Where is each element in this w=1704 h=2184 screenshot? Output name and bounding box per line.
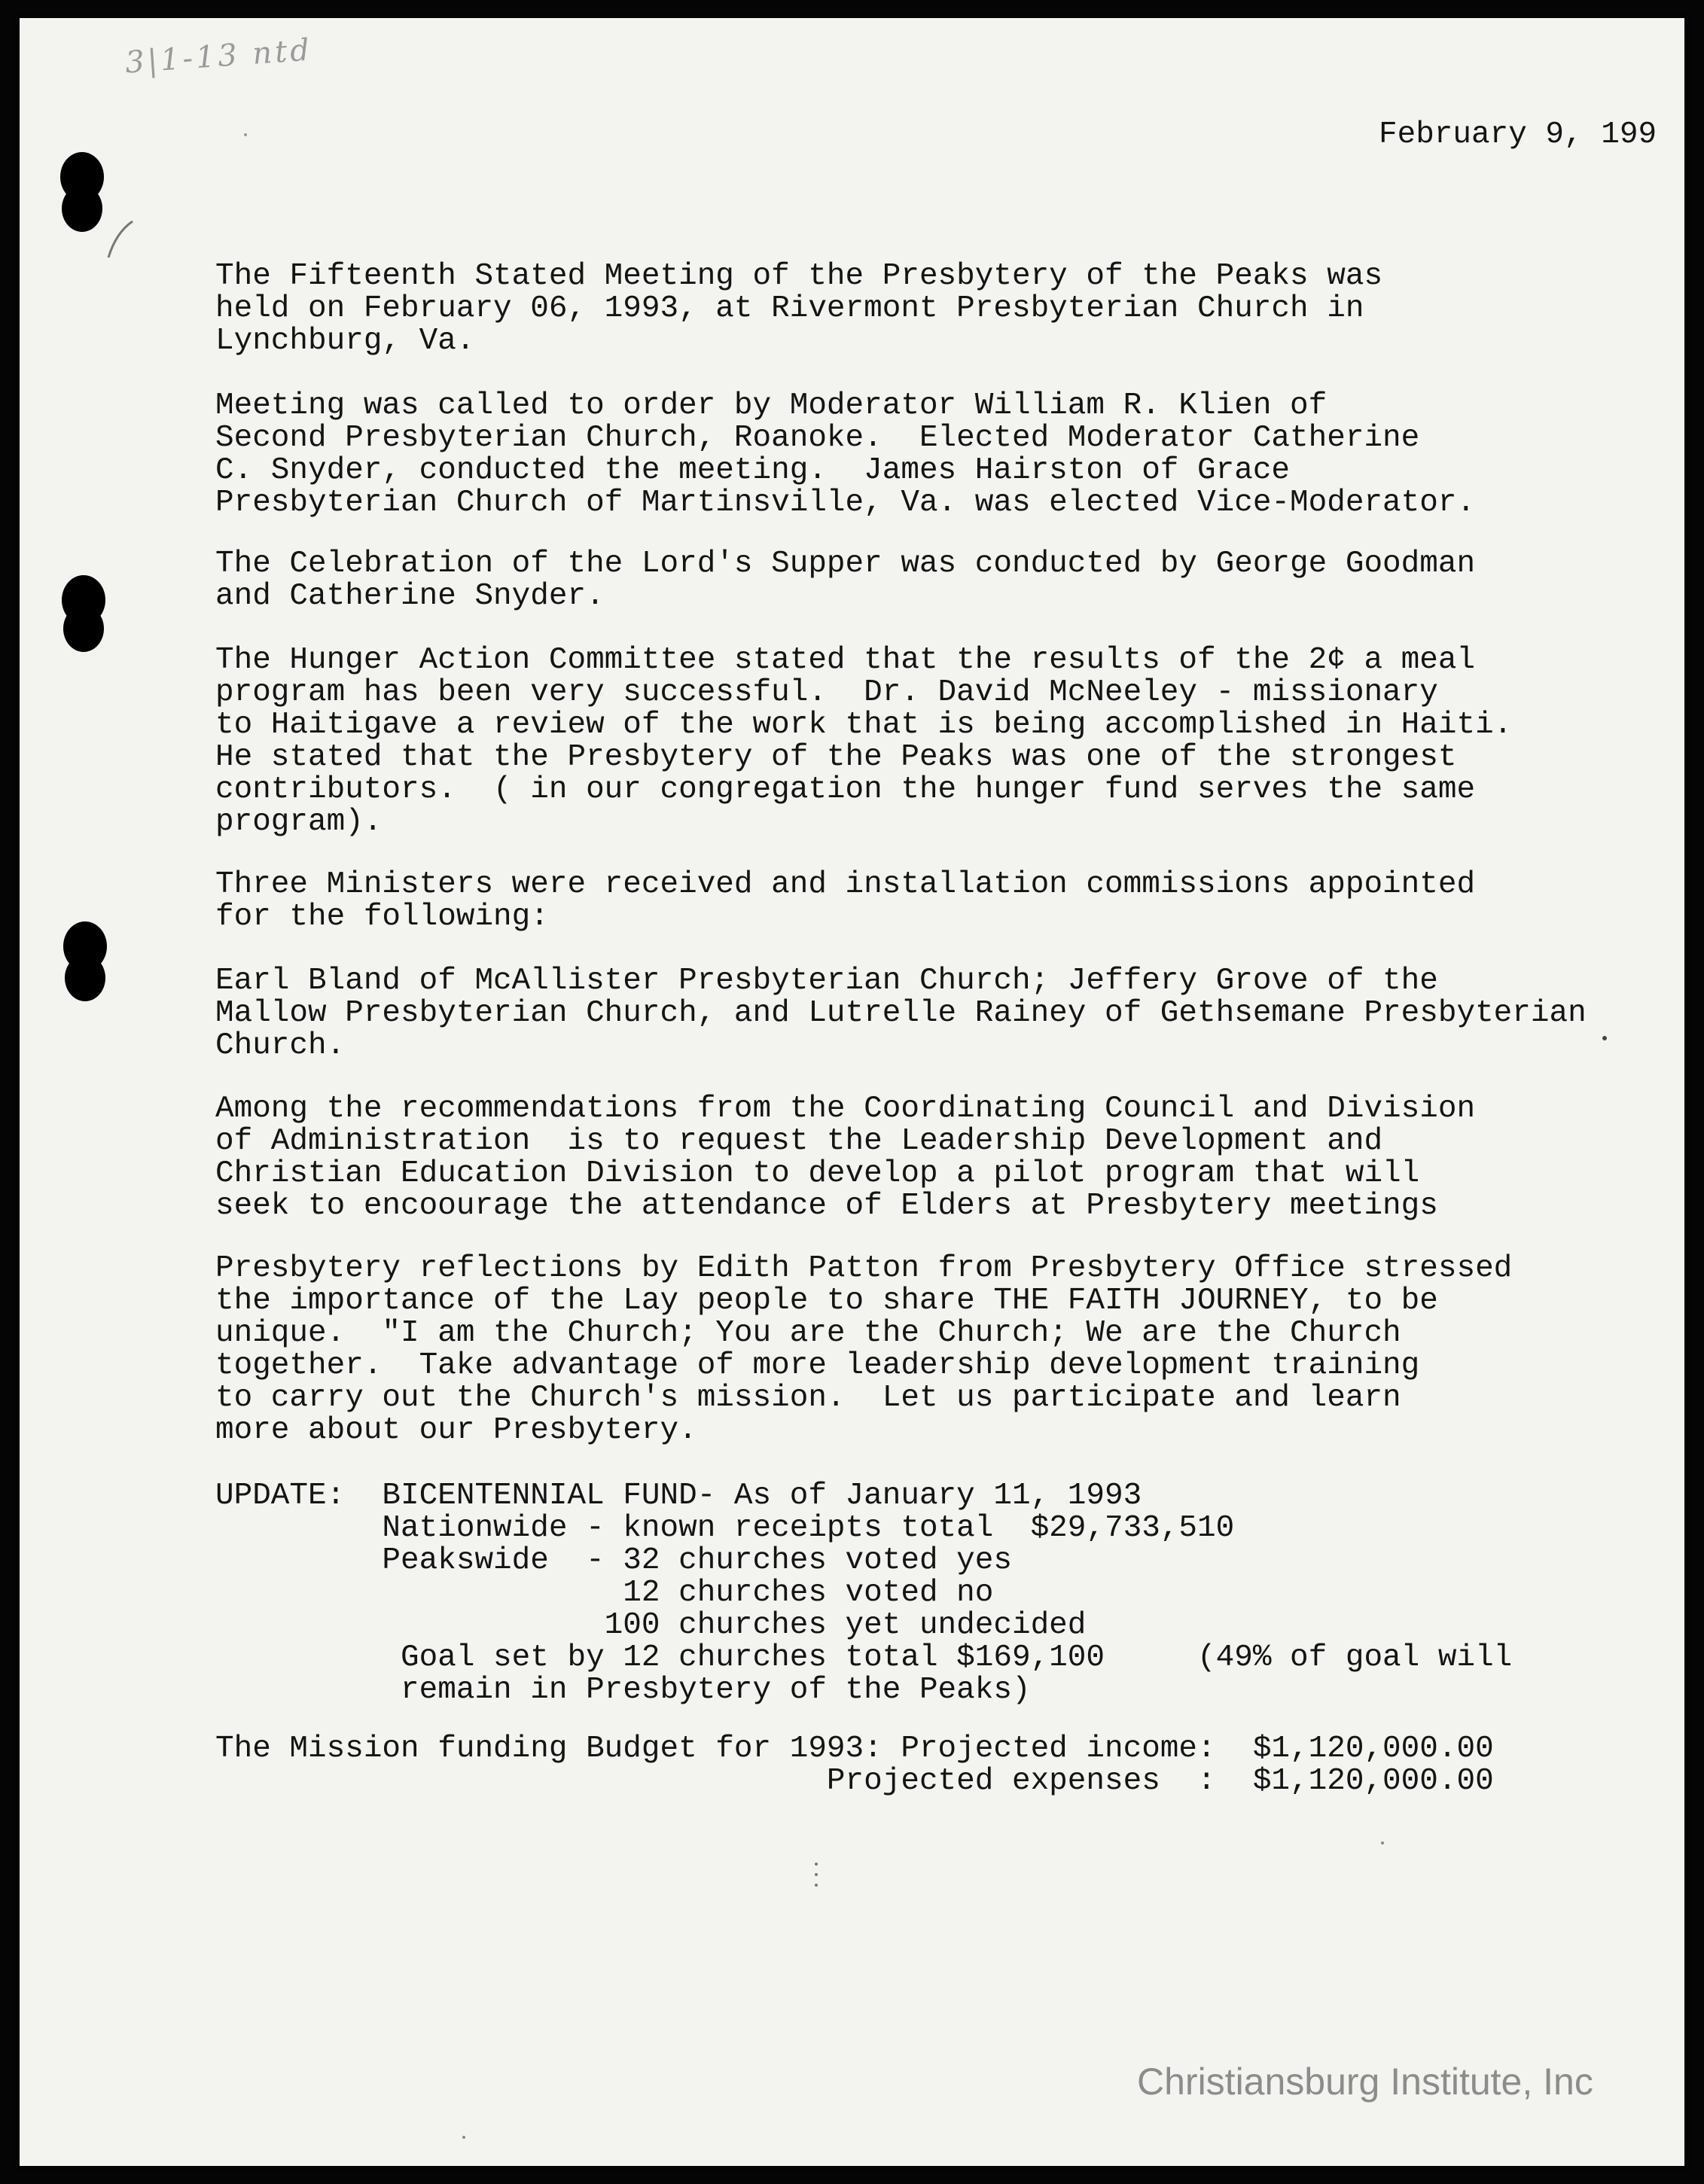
watermark: Christiansburg Institute, Inc: [1137, 2061, 1593, 2103]
paragraph-meeting-held: The Fifteenth Stated Meeting of the Presbytery of the Peaks was held on February 06, 1993, at Rivermont Presbyterian Church in Lynchburg, Va.: [215, 259, 1383, 358]
paragraph-reflections: Presbytery reflections by Edith Patton from Presbytery Office stressed the importance of the Lay people to share THE FAITH JOURNEY, to be unique. "I am the Church; You are the Church; We are the Church together. Take advantage of more leadership development training to carry out the Church's mission. Let us participate and learn more about our Presbytery.: [215, 1251, 1513, 1448]
document-date: February 9, 199: [1379, 117, 1657, 152]
mission-budget: The Mission funding Budget for 1993: Projected income: $1,120,000.00 Projected expenses : $1,120,000.00: [215, 1732, 1494, 1799]
paragraph-ministers-received: Three Ministers were received and installation commissions appointed for the following:: [215, 867, 1476, 934]
paragraph-call-to-order: Meeting was called to order by Moderator William R. Klien of Second Presbyterian Church, Roanoke. Elected Moderator Catherine C. Snyder, conducted the meeting. James Hairston of Grace Presbyterian Church of Martinsville, Va. was elected Vice-Moderator.: [215, 388, 1476, 520]
bicentennial-fund-update: UPDATE: BICENTENNIAL FUND- As of January 11, 1993 Nationwide - known receipts total $29,733,510 Peakswide - 32 churches voted yes 12 churches voted no 100 churches yet undecided Goal set by 12 churches total $169,100 (49% of goal will remain in Presbytery of the Peaks): [215, 1479, 1513, 1707]
paragraph-ministers-list: Earl Bland of McAllister Presbyterian Church; Jeffery Grove of the Mallow Presbyterian Church, and Lutrelle Rainey of Gethsemane Presbyterian Church.: [215, 964, 1587, 1063]
handwritten-note: 3|1-13 ntd: [123, 32, 314, 81]
paragraph-lords-supper: The Celebration of the Lord's Supper was conducted by George Goodman and Catherine Snyder.: [215, 547, 1476, 614]
paragraph-hunger-action: The Hunger Action Committee stated that the results of the 2¢ a meal program has been very successful. Dr. David McNeeley - missionary to Haitigave a review of the work that is being accomplished in Haiti. He stated that the Presbytery of the Peaks was one of the strongest contributors. ( in our congregation the hunger fund serves the same program).: [215, 643, 1513, 839]
document-page: [20, 18, 1684, 2166]
paragraph-recommendations: Among the recommendations from the Coordinating Council and Division of Administration is to request the Leadership Development and Christian Education Division to develop a pilot program that will seek to encoourage the attendance of Elders at Presbytery meetings: [215, 1092, 1476, 1223]
